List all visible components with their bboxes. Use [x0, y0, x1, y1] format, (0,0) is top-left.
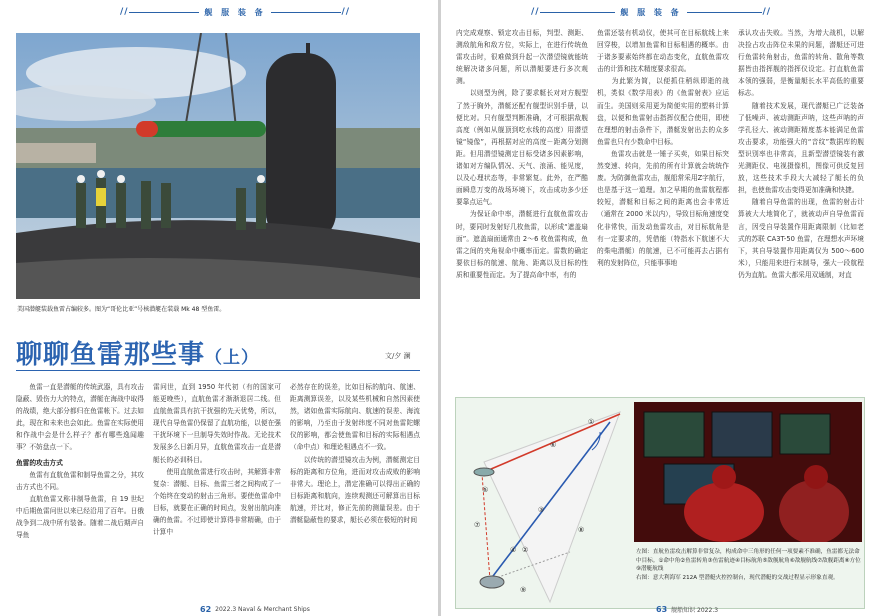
footer-text: 舰船知识 2022.3	[671, 607, 719, 614]
paragraph: 直航鱼雷又称非制导鱼雷，自 19 世纪中后期鱼雷问世以来已经沿用了百年。日俄战争到二战中所有装备。随着二战后期声自导鱼	[16, 494, 144, 540]
marker-9: ⑨	[520, 586, 527, 594]
page-footer-left	[200, 605, 310, 614]
marker-4: ④	[510, 546, 517, 554]
header-bars-icon: //	[341, 7, 351, 17]
article-title-suffix: （上）	[205, 348, 260, 368]
paragraph: 鱼雷有直航鱼雷和制导鱼雷之分，其攻击方式也不同。	[16, 470, 144, 491]
header-bars-icon: //	[531, 7, 540, 17]
article-author: 文/夕 澜	[385, 352, 411, 360]
marker-7: ⑦	[474, 521, 481, 529]
marker-3: ③	[538, 506, 545, 514]
marker-8: ⑧	[578, 526, 585, 534]
marker-2: ②	[522, 546, 529, 554]
header-label: 舰 服 装 备	[204, 7, 266, 17]
photo-caption: 美国潜艇装载鱼雷占编较多。图为“哥伦比亚”号核潜艇在装载 Mk 48 型鱼雷。	[17, 306, 226, 313]
title-divider	[16, 370, 420, 371]
left-column-1	[16, 381, 144, 601]
control-console-photo	[634, 402, 862, 542]
right-column-2: 鱼雷还装有机动仪，使其可在目标航线上来回穿梭，以增加鱼雷和目标相遇的概率。由于诸多要素始终都在动态变化，直航鱼雷攻击的计算和技术精度要求很高。 为此繁为简，以便抓住稍纵即逝的战机，类似《数学用表》的《鱼雷射表》应运而生。美国则采用更为简便实用的塑料计算盘，以便和鱼雷射击指挥仪配合使用，即使在理想的射击条件下，潜艇发射出去的众多鱼雷也只有少数命中目标。 鱼雷攻击就是一锤子买卖，如果目标突然变速、转向，先前的所有计算就会统统作废。为防御鱼雷攻击，舰船常采用Z字航行，也是基于这一道理。加之早期的鱼雷航程都较短，潜艇和目标之间的距离也会非常近（通常在 2000 米以内），导致目标角速度变化非常快，而发动鱼雷攻击，对目标航角是有一定要求的，凭借能（特指水下航速不大的柴电潜艇）的航速，已不可能再去占据有利的发射阵位，只能事事地	[597, 29, 729, 267]
header-bars-icon: //	[762, 7, 772, 17]
marker-1: ①	[588, 418, 595, 426]
figure-box	[455, 397, 865, 609]
article-title	[16, 334, 259, 371]
article-title-main: 聊聊鱼雷那些事	[16, 340, 206, 370]
marker-5: ⑤	[482, 486, 489, 494]
header-bars-icon: //	[120, 7, 129, 17]
page-number: 62	[200, 605, 212, 614]
submarine-photo	[16, 33, 420, 299]
page-header	[531, 4, 771, 20]
left-page	[0, 0, 438, 616]
left-column-2: 雷问世，直到 1950 年代初（有的国家可能更晚些），直航鱼雷才渐渐退居二线。但直航鱼雷具有抗干扰强的先天优势，所以，现代自导鱼雷仍保留了直航功能，以便在强干扰环境下一旦制导失效时作战。无论技术发展多么日新月异，直航鱼雷攻击一直是潜艇长的必训科目。 使用直航鱼雷进行攻击时，其解算非常复杂：潜艇、目标、鱼雷三者之间构成了一个始终在变动的射击三角形。要使鱼雷命中目标，就要在正确的时间点，发射出航向准确的鱼雷。不过即使计算得非常精确，由于计算中	[153, 383, 281, 537]
figure-caption: 左图：直航鱼雷攻击解算非常复杂，构成命中三角形的任何一项要素不准确，鱼雷都无法命中目标。①命中角②鱼雷转角③鱼雷航迹④目标航角⑤敌舰航角⑥敌舰航线⑦敌舰距离⑧方位⑨潜艇航线 右图：意大利海军 212A 型潜艇火控控制台，现代潜艇的交战过程显示形象直观。	[636, 549, 861, 581]
page-number: 63	[656, 605, 668, 614]
left-column-3: 必然存在的误差，比如目标的航向、航速、距离测算误差，以及某些机械和自然因素使然，诸如鱼雷实际航向、航速的误差、海流的影响，乃至由于发射纬度不同对鱼雷陀螺仪的影响，都会使鱼雷和目标的实际相遇点（命中点）和理论相遇点不一致。 以传统的潜望镜攻击为例，潜艇测定目标的距离和方位角，进而对攻击成败的影响非常大。理论上，潜定准确可以得出正确的目标距离和航向，连续观测还可解算出目标航速，并比对，修正先前的测量误差。由于潜艇隐蔽性的要求，艇长必须在极短的时间	[290, 383, 420, 525]
torpedo-triangle-diagram	[460, 402, 630, 605]
page-footer-right	[656, 605, 718, 614]
marker-6: ⑥	[550, 441, 557, 449]
page-header	[120, 4, 350, 20]
section-heading: 鱼雷的攻击方式	[16, 458, 63, 467]
paragraph: 鱼雷一直是潜艇的传统武器，具有攻击隐蔽、毁伤力大的特点，潜艇在海战中取得的战绩，绝大部分都归在鱼雷帐下。过去如此，现在和未来也会如此。鱼雷在实际使用和作战中会是什么样子？都有哪些逸闻趣事？不妨盘点一下。	[16, 383, 144, 452]
right-column-1: 内完成观察、锁定攻击目标，判型、测距、测敌航角和敌方位，实际上，在进行传统鱼雷攻击时，很难做到升起一次潜望镜就能统统解决诸多问题，所以潜艇要进行多次观测。 以则型为例，除了要求艇长对对方舰型了然于胸外，潜艇还配有舰型识别手册，以便比对。只有舰型判断准确，才可根据敌舰高度（例如从舰顶到吃水线的高度）用潜望镜“镜像”，再根据对应的高度－距离分划测距。但用潜望镜测定目标受诸多因素影响，诸如对方编队情况、天气、浪涌、能见度，以及心理状态等，非常繁复。此外，在严酷面瞬息万变的战场环境下，攻击成功多少还要靠点运气。 为保证命中率，潜艇进行直航鱼雷攻击时，要同时发射好几枚鱼雷，以形成“遮盖扇面”。遮盖扇面通常由 2～6 枚鱼雷构成，鱼雷之间的夹角视命中概率而定。雷数的确定要依目标的航速、航角、距离以及目标的性质和重要性而定。为了提高命中率，有的	[456, 29, 588, 279]
footer-text: 2022.3 Naval & Merchant Ships	[215, 606, 310, 613]
right-page	[441, 0, 878, 616]
header-label: 舰 服 装 备	[620, 7, 682, 17]
right-column-3: 承认攻击失败。当然，为增大战机，以解决捡占攻击阵位未果的问题，潜艇还可进行鱼雷转角射击，鱼雷的转角、散角等数据皆由指挥舰的指挥仪设定。打直航鱼雷本领的强弱，是衡量艇长水平高低的重要标志。 随着技术发展，现代潜艇已广泛装备了低噪声、被动测距声呐，这些声呐的声学孔径大、被动测距精度基本能满足鱼雷攻击要求，功能强大的“音纹”数据库的舰型识别率也非常高，且新型潜望镜装有激光测距仪、电视摄像机，图像可供反复回放，这些技术手段大大减轻了艇长的负担，也使鱼雷攻击变得更加准确和快捷。 随着自导鱼雷的出现，鱼雷的射击计算被大大地简化了，就被动声自导鱼雷而言，因受自导装置作用距离限制（比如老式的苏联 CA3T-50 鱼雷，在理想水声环境下，其自导装置作用距离仅为 500～600 米），只能用来进行末制导，强大一段航程仍为直航。鱼雷大都采用双通制，对直	[738, 29, 864, 279]
